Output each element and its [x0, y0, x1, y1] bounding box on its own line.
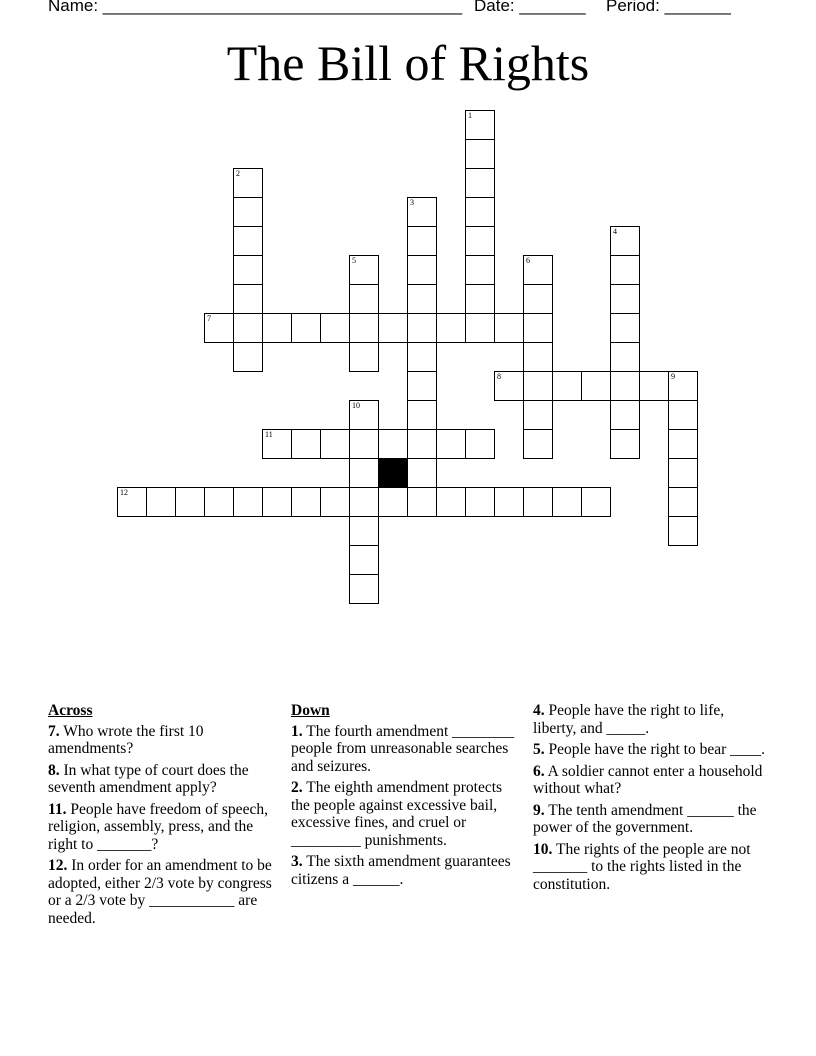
clue-item: [291, 723, 523, 776]
date-field[interactable]: Date: _______: [474, 0, 586, 15]
grid-cell[interactable]: [523, 400, 553, 430]
cell-number: 6: [526, 256, 530, 265]
grid-cell[interactable]: [233, 226, 263, 256]
clue-text: The eighth amendment protects the people against excessive bail, excessive fines, and cruel or _________ punishments.: [291, 779, 503, 849]
grid-cell[interactable]: [436, 313, 466, 343]
grid-cell[interactable]: [349, 313, 379, 343]
grid-cell[interactable]: [349, 342, 379, 372]
clue-text: People have the right to bear ____.: [544, 741, 766, 758]
blocked-cell: [378, 458, 408, 488]
clue-item: [533, 702, 765, 737]
grid-cell[interactable]: [407, 429, 437, 459]
grid-cell[interactable]: [465, 197, 495, 227]
grid-cell[interactable]: [117, 487, 147, 517]
cell-number: 5: [352, 256, 356, 265]
grid-cell[interactable]: [523, 313, 553, 343]
grid-cell[interactable]: [262, 487, 292, 517]
grid-cell[interactable]: [349, 255, 379, 285]
grid-cell[interactable]: [465, 255, 495, 285]
grid-cell[interactable]: [581, 371, 611, 401]
clue-item: [48, 762, 282, 797]
grid-cell[interactable]: [465, 313, 495, 343]
across-heading: Across: [48, 702, 93, 719]
grid-cell[interactable]: [407, 284, 437, 314]
grid-cell[interactable]: [291, 487, 321, 517]
grid-cell[interactable]: [233, 168, 263, 198]
clue-number: 11.: [48, 800, 67, 818]
grid-cell[interactable]: [378, 429, 408, 459]
grid-cell[interactable]: [436, 429, 466, 459]
cell-number: 1: [468, 111, 472, 120]
clue-item: [533, 763, 765, 798]
grid-cell[interactable]: [204, 487, 234, 517]
grid-cell[interactable]: [523, 371, 553, 401]
grid-cell[interactable]: [349, 516, 379, 546]
clue-item: [291, 779, 523, 849]
grid-cell[interactable]: [233, 313, 263, 343]
grid-cell[interactable]: [610, 400, 640, 430]
grid-cell[interactable]: [407, 313, 437, 343]
name-field[interactable]: Name: ______________________________________: [48, 0, 463, 15]
clue-item: [48, 723, 282, 758]
cell-number: 11: [265, 430, 273, 439]
clue-text: People have the right to life, liberty, and _____.: [533, 702, 725, 737]
down-clues-column-1: [291, 702, 523, 892]
grid-cell[interactable]: [523, 342, 553, 372]
grid-cell[interactable]: [204, 313, 234, 343]
clue-number: 6.: [533, 762, 545, 780]
grid-cell[interactable]: [320, 487, 350, 517]
grid-cell[interactable]: [610, 313, 640, 343]
grid-cell[interactable]: [494, 371, 524, 401]
clue-number: 12.: [48, 857, 68, 874]
grid-cell[interactable]: [610, 255, 640, 285]
grid-cell[interactable]: [465, 226, 495, 256]
grid-cell[interactable]: [291, 313, 321, 343]
grid-cell[interactable]: [349, 574, 379, 604]
grid-cell[interactable]: [465, 284, 495, 314]
grid-cell[interactable]: [465, 110, 495, 140]
clue-item: [533, 741, 765, 759]
grid-cell[interactable]: [465, 429, 495, 459]
grid-cell[interactable]: [262, 313, 292, 343]
cell-number: 3: [410, 198, 414, 207]
clue-number: 2.: [291, 779, 303, 796]
clue-number: 3.: [291, 853, 303, 870]
grid-cell[interactable]: [407, 255, 437, 285]
grid-cell[interactable]: [233, 342, 263, 372]
grid-cell[interactable]: [523, 487, 553, 517]
cell-number: 12: [120, 488, 128, 497]
grid-cell[interactable]: [320, 313, 350, 343]
grid-cell[interactable]: [349, 400, 379, 430]
clue-item: [48, 857, 282, 927]
clue-number: 9.: [533, 801, 545, 819]
page-title: The Bill of Rights: [226, 35, 590, 91]
grid-cell[interactable]: [233, 255, 263, 285]
grid-cell[interactable]: [407, 458, 437, 488]
student-info-line: [48, 0, 816, 20]
grid-cell[interactable]: [349, 545, 379, 575]
clue-number: 5.: [533, 741, 545, 758]
grid-cell[interactable]: [668, 429, 698, 459]
grid-cell[interactable]: [175, 487, 205, 517]
clue-text: In order for an amendment to be adopted, either 2/3 vote by congress or a 2/3 vote by ___________ are needed.: [48, 857, 272, 927]
grid-cell[interactable]: [581, 487, 611, 517]
grid-cell[interactable]: [668, 371, 698, 401]
grid-cell[interactable]: [349, 284, 379, 314]
clue-text: Who wrote the first 10 amendments?: [48, 722, 204, 757]
grid-cell[interactable]: [668, 487, 698, 517]
grid-cell[interactable]: [668, 516, 698, 546]
clue-item: [533, 802, 765, 837]
down-clues-column-2: [533, 702, 765, 897]
grid-cell[interactable]: [407, 226, 437, 256]
grid-cell[interactable]: [233, 284, 263, 314]
period-field[interactable]: Period: _______: [606, 0, 731, 15]
clue-number: 4.: [533, 702, 545, 719]
grid-cell[interactable]: [494, 313, 524, 343]
clue-text: People have freedom of speech, religion, assembly, press, and the right to _______?: [48, 800, 268, 853]
grid-cell[interactable]: [552, 487, 582, 517]
grid-cell[interactable]: [465, 139, 495, 169]
clue-text: The tenth amendment ______ the power of the government.: [533, 801, 757, 836]
grid-cell[interactable]: [378, 313, 408, 343]
grid-cell[interactable]: [407, 487, 437, 517]
grid-cell[interactable]: [407, 197, 437, 227]
cell-number: 4: [613, 227, 617, 236]
cell-number: 9: [671, 372, 675, 381]
clue-number: 10.: [533, 840, 553, 858]
grid-cell[interactable]: [349, 458, 379, 488]
grid-cell[interactable]: [233, 487, 263, 517]
cell-number: 8: [497, 372, 501, 381]
grid-cell[interactable]: [465, 487, 495, 517]
clue-text: A soldier cannot enter a household without what?: [533, 762, 763, 797]
grid-cell[interactable]: [494, 487, 524, 517]
grid-cell[interactable]: [668, 458, 698, 488]
clue-item: [48, 801, 282, 854]
grid-cell[interactable]: [349, 487, 379, 517]
cell-number: 10: [352, 401, 360, 410]
grid-cell[interactable]: [407, 400, 437, 430]
grid-cell[interactable]: [436, 487, 466, 517]
grid-cell[interactable]: [610, 371, 640, 401]
down-heading: Down: [291, 702, 330, 719]
grid-cell[interactable]: [378, 487, 408, 517]
grid-cell[interactable]: [610, 226, 640, 256]
grid-cell[interactable]: [320, 429, 350, 459]
clue-text: The sixth amendment guarantees citizens a ______.: [291, 853, 511, 888]
grid-cell[interactable]: [291, 429, 321, 459]
grid-cell[interactable]: [523, 255, 553, 285]
grid-cell[interactable]: [407, 342, 437, 372]
grid-cell[interactable]: [349, 429, 379, 459]
across-clues: [48, 702, 282, 931]
clue-text: The rights of the people are not _______ to the rights listed in the constitution.: [533, 840, 751, 893]
clue-item: [291, 853, 523, 888]
grid-cell[interactable]: [262, 429, 292, 459]
clue-number: 7.: [48, 722, 60, 740]
grid-cell[interactable]: [610, 342, 640, 372]
grid-cell[interactable]: [610, 284, 640, 314]
grid-cell[interactable]: [610, 429, 640, 459]
grid-cell[interactable]: [639, 371, 669, 401]
clue-item: [533, 841, 765, 894]
clue-text: In what type of court does the seventh amendment apply?: [48, 761, 249, 796]
cell-number: 7: [207, 314, 211, 323]
clue-number: 1.: [291, 722, 303, 740]
grid-cell[interactable]: [233, 197, 263, 227]
grid-cell[interactable]: [523, 284, 553, 314]
grid-cell[interactable]: [668, 400, 698, 430]
grid-cell[interactable]: [407, 371, 437, 401]
grid-cell[interactable]: [465, 168, 495, 198]
clue-number: 8.: [48, 761, 60, 779]
grid-cell[interactable]: [146, 487, 176, 517]
cell-number: 2: [236, 169, 240, 178]
grid-cell[interactable]: [552, 371, 582, 401]
grid-cell[interactable]: [523, 429, 553, 459]
clue-text: The fourth amendment ________ people from unreasonable searches and seizures.: [291, 722, 515, 775]
